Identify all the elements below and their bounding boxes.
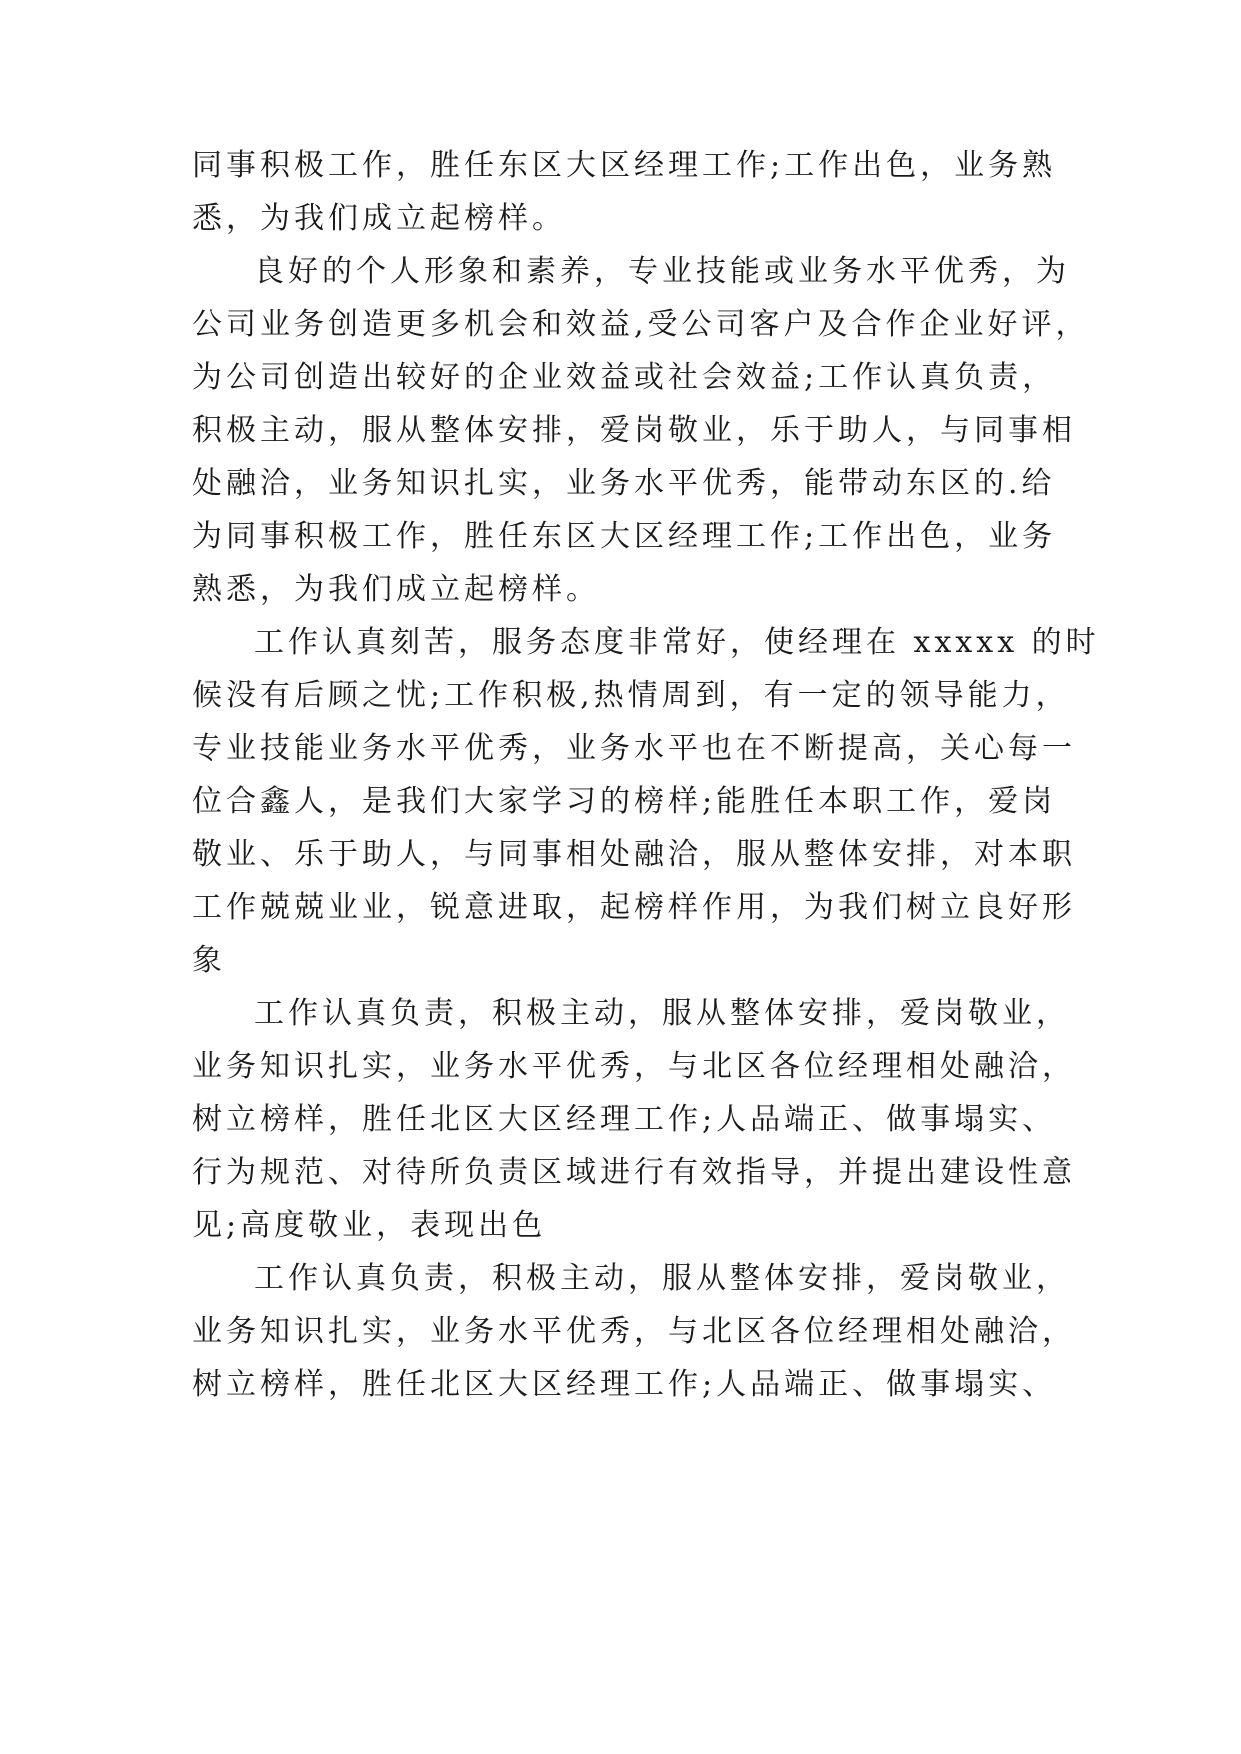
- text-line: 候没有后顾之忧;工作积极,热情周到，有一定的领导能力，: [192, 678, 1070, 713]
- text-line: 树立榜样，胜任北区大区经理工作;人品端正、做事塌实、: [192, 1102, 1057, 1137]
- text-line: 见;高度敬业，表现出色: [192, 1208, 547, 1243]
- text-line: 象: [192, 943, 226, 978]
- text-line: 积极主动，服从整体安排，爱岗敬业，乐于助人，与同事相: [192, 413, 1076, 448]
- text-line: 工作兢兢业业，锐意进取，起榜样作用，为我们树立良好形: [192, 890, 1076, 925]
- text-line: 同事积极工作，胜任东区大区经理工作;工作出色，业务熟: [192, 148, 1057, 183]
- paragraph-start-line: 工作认真刻苦，服务态度非常好，使经理在 xxxxx 的时: [254, 625, 1100, 660]
- text-line: 敬业、乐于助人，与同事相处融洽，服从整体安排，对本职: [192, 837, 1076, 872]
- paragraph-start-line: 工作认真负责，积极主动，服从整体安排，爱岗敬业，: [254, 996, 1070, 1031]
- paragraph-start-line: 良好的个人形象和素养，专业技能或业务水平优秀，为: [254, 254, 1070, 289]
- text-line: 专业技能业务水平优秀，业务水平也在不断提高，关心每一: [192, 731, 1076, 766]
- text-line: 业务知识扎实，业务水平优秀，与北区各位经理相处融洽，: [192, 1049, 1076, 1084]
- text-line: 公司业务创造更多机会和效益,受公司客户及合作企业好评，: [192, 307, 1090, 342]
- text-line: 位合鑫人，是我们大家学习的榜样;能胜任本职工作，爱岗: [192, 784, 1057, 819]
- text-line: 处融洽，业务知识扎实，业务水平优秀，能带动东区的.给: [192, 466, 1056, 501]
- text-line: 熟悉，为我们成立起榜样。: [192, 572, 600, 607]
- text-line: 树立榜样，胜任北区大区经理工作;人品端正、做事塌实、: [192, 1367, 1057, 1402]
- text-line: 为同事积极工作，胜任东区大区经理工作;工作出色，业务: [192, 519, 1057, 554]
- paragraph-start-line: 工作认真负责，积极主动，服从整体安排，爱岗敬业，: [254, 1261, 1070, 1296]
- text-line: 为公司创造出较好的企业效益或社会效益;工作认真负责，: [192, 360, 1057, 395]
- text-line: 悉，为我们成立起榜样。: [192, 201, 566, 236]
- text-line: 行为规范、对待所负责区域进行有效指导，并提出建设性意: [192, 1155, 1076, 1190]
- text-line: 业务知识扎实，业务水平优秀，与北区各位经理相处融洽，: [192, 1314, 1076, 1349]
